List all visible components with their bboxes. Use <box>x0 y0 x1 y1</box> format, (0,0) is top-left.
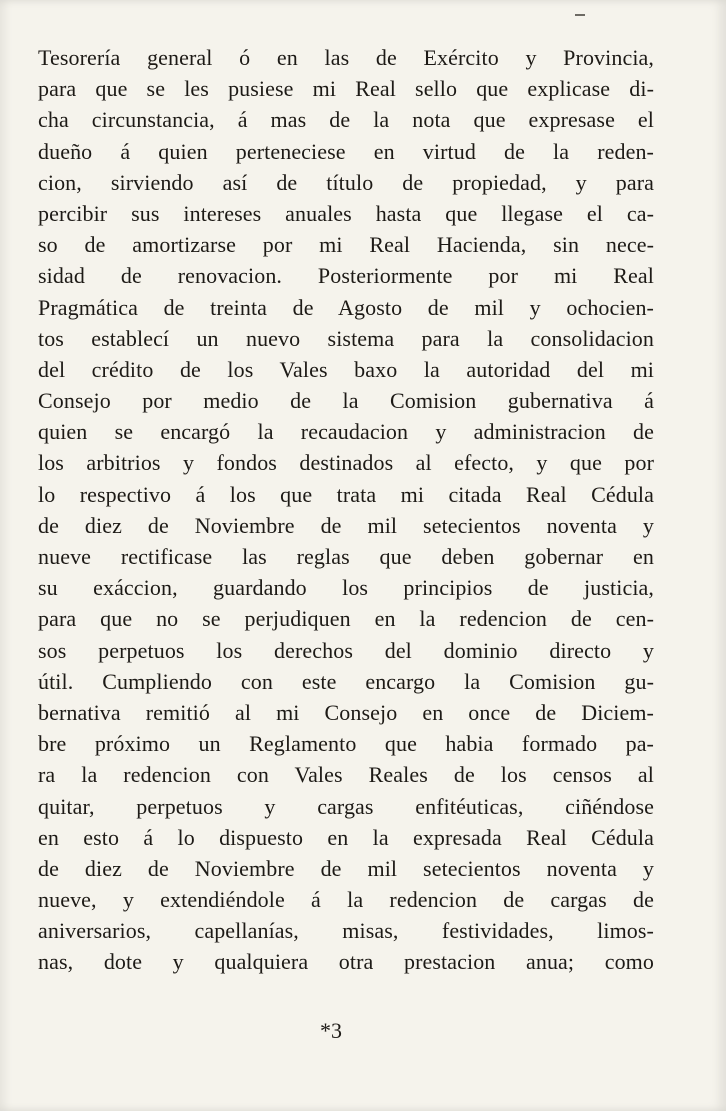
text-line: sos perpetuos los derechos del dominio directo y <box>38 637 654 663</box>
text-line: bre próximo un Reglamento que habia formado pa- <box>38 731 654 757</box>
text-line: su exáccion, guardando los principios de justicia, <box>38 575 654 601</box>
text-line: so de amortizarse por mi Real Hacienda, sin nece- <box>38 232 654 258</box>
text-line: quien se encargó la recaudacion y administracion de <box>38 419 654 445</box>
text-line: de diez de Noviembre de mil setecientos noventa y <box>38 855 654 881</box>
text-line: para que no se perjudiquen en la redencion de cen- <box>38 606 654 632</box>
text-line: ra la redencion con Vales Reales de los censos al <box>38 762 654 788</box>
text-line: Pragmática de treinta de Agosto de mil y ochocien- <box>38 294 654 320</box>
text-line: cha circunstancia, á mas de la nota que expresase el <box>38 107 654 133</box>
text-line: de diez de Noviembre de mil setecientos noventa y <box>38 512 654 538</box>
text-line: bernativa remitió al mi Consejo en once de Diciem- <box>38 699 654 725</box>
text-line: nueve rectificase las reglas que deben gobernar en <box>38 544 654 569</box>
text-line: percibir sus intereses anuales hasta que llegase el ca- <box>38 200 654 226</box>
text-line: lo respectivo á los que trata mi citada Real Cédula <box>38 481 654 507</box>
text-line: Tesorería general ó en las de Exército y Provincia, <box>38 45 654 70</box>
text-line: en esto á lo dispuesto en la expresada Real Cédula <box>38 824 654 850</box>
text-line: nueve, y extendiéndole á la redencion de cargas de <box>38 887 654 913</box>
text-line: dueño á quien perteneciese en virtud de la reden- <box>38 138 654 164</box>
signature-mark: *3 <box>320 1018 342 1043</box>
text-line: quitar, perpetuos y cargas enfitéuticas, ciñéndose <box>38 793 654 819</box>
text-line: aniversarios, capellanías, misas, festividades, limos- <box>38 918 654 944</box>
text-line: Consejo por medio de la Comision gubernativa á <box>38 388 654 414</box>
text-line: nas, dote y qualquiera otra prestacion anua; como <box>38 949 654 975</box>
text-line: sidad de renovacion. Posteriormente por mi Real <box>38 263 654 289</box>
text-line: tos establecí un nuevo sistema para la consolidacion <box>38 325 654 351</box>
printer-mark <box>575 14 585 16</box>
text-line: los arbitrios y fondos destinados al efecto, y que por <box>38 450 654 476</box>
text-line: del crédito de los Vales baxo la autoridad del mi <box>38 356 654 382</box>
text-line: cion, sirviendo así de título de propiedad, y para <box>38 169 654 195</box>
text-line: útil. Cumpliendo con este encargo la Comision gu- <box>38 668 654 694</box>
text-line: para que se les pusiese mi Real sello que explicase di- <box>38 76 654 102</box>
body-text <box>38 42 654 978</box>
